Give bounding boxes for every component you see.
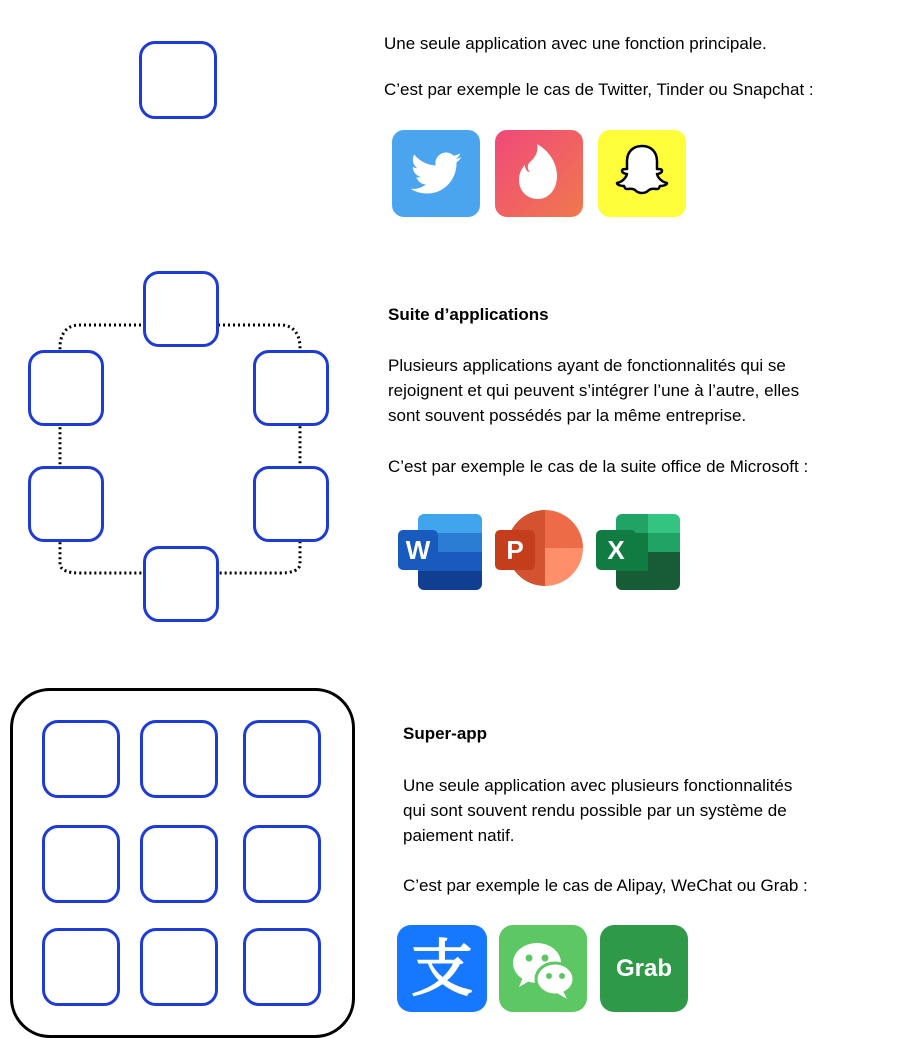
super-app-description-line-2: qui sont souvent rendu possible par un système de [403,801,787,820]
suite-app-box-bottom [143,546,219,622]
word-letter: W [398,530,438,570]
suite-title: Suite d’applications [388,305,549,324]
super-app-box-4 [42,825,120,903]
grab-wordmark: Grab [615,955,672,982]
super-app-box-7 [42,928,120,1006]
super-app-box-3 [243,720,321,798]
super-app-box-5 [140,825,218,903]
grab-icon [600,925,688,1012]
alipay-glyph: 支 [410,932,473,1005]
word-icon [398,510,482,590]
suite-description-line-2: rejoignent et qui peuvent s’intégrer l’une à l’autre, elles [388,381,800,400]
suite-example: C’est par exemple le cas de la suite office de Microsoft : [388,457,809,476]
super-app-title: Super-app [403,724,488,743]
suite-description-line-3: sont souvent possédés par la même entreprise. [388,406,747,425]
super-app-example: C’est par exemple le cas de Alipay, WeChat ou Grab : [403,876,808,895]
suite-app-box-right-upper [253,350,329,426]
super-app-box-6 [243,825,321,903]
powerpoint-letter: P [495,530,535,570]
excel-letter: X [596,530,636,570]
suite-app-box-left-lower [28,466,104,542]
super-app-box-2 [140,720,218,798]
super-app-description-line-3: paiement natif. [403,826,515,845]
alipay-icon [397,925,487,1012]
suite-app-box-top [143,271,219,347]
super-app-box-1 [42,720,120,798]
single-app-description: Une seule application avec une fonction principale. [384,34,767,53]
super-app-description-line-1: Une seule application avec plusieurs fonctionnalités [403,776,793,795]
powerpoint-icon [495,510,583,590]
wechat-icon [499,925,587,1012]
excel-icon [596,510,680,590]
single-app-example: C’est par exemple le cas de Twitter, Tinder ou Snapchat : [384,80,814,99]
super-app-box-8 [140,928,218,1006]
suite-app-box-left-upper [28,350,104,426]
super-app-box-9 [243,928,321,1006]
suite-description-line-1: Plusieurs applications ayant de fonctionnalités qui se [388,356,786,375]
suite-app-box-right-lower [253,466,329,542]
